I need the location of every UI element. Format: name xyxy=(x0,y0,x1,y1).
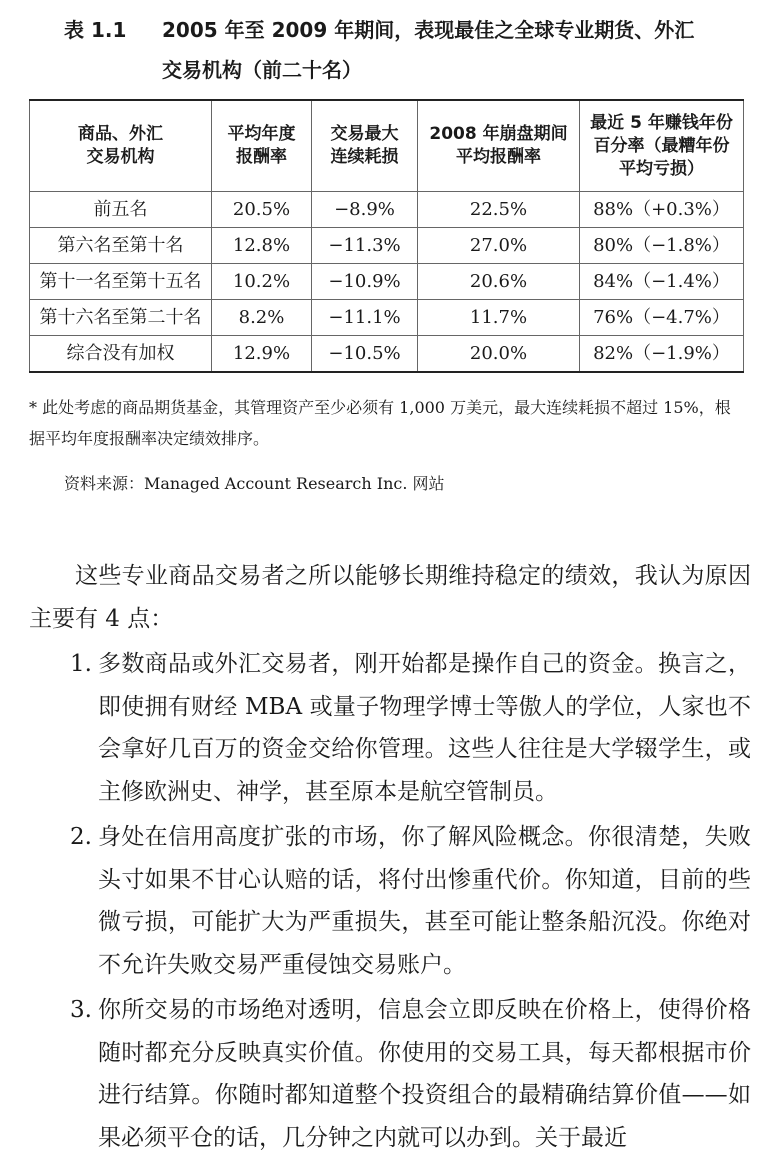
table-cell: −10.9% xyxy=(312,264,418,300)
table-row xyxy=(30,336,744,373)
table-cell: −11.3% xyxy=(312,228,418,264)
table-row xyxy=(30,264,744,300)
table-cell: 84%（−1.4%） xyxy=(580,264,744,300)
table-number: 表 1.1 xyxy=(64,18,127,42)
list-item xyxy=(29,643,751,813)
table-cell: −8.9% xyxy=(312,192,418,228)
source-line: 资料来源：Managed Account Research Inc. 网站 xyxy=(64,474,445,493)
table-cell: 第十一名至第十五名 xyxy=(30,264,212,300)
table-cell: 11.7% xyxy=(418,300,580,336)
table-row xyxy=(30,192,744,228)
table-cell: 8.2% xyxy=(212,300,312,336)
body-text xyxy=(29,555,751,1159)
table-cell: 第六名至第十名 xyxy=(30,228,212,264)
header-cell-2008-return: 2008 年崩盘期间 平均报酬率 xyxy=(418,100,580,192)
table-cell: 27.0% xyxy=(418,228,580,264)
table-cell: −10.5% xyxy=(312,336,418,373)
table-cell: 20.6% xyxy=(418,264,580,300)
list-item-text: 多数商品或外汇交易者，刚开始都是操作自己的资金。换言之，即使拥有财经 MBA 或量子物理学博士等傲人的学位，人家也不会拿好几百万的资金交给你管理。这些人往往是大学辍学生，或主修欧洲史、神学，甚至原本是航空管制员。 xyxy=(98,651,751,805)
table-cell: 前五名 xyxy=(30,192,212,228)
table-cell: −11.1% xyxy=(312,300,418,336)
lead-paragraph: 这些专业商品交易者之所以能够长期维持稳定的绩效，我认为原因主要有 4 点： xyxy=(29,563,751,632)
table-cell: 12.8% xyxy=(212,228,312,264)
table-footnote: * 此处考虑的商品期货基金，其管理资产至少必须有 1,000 万美元，最大连续耗损不超过 15%，根据平均年度报酬率决定绩效排序。 xyxy=(29,398,731,448)
table-cell: 12.9% xyxy=(212,336,312,373)
table-cell: 88%（+0.3%） xyxy=(580,192,744,228)
performance-table xyxy=(29,99,744,373)
table-caption xyxy=(64,10,744,90)
table-header-row xyxy=(30,100,744,192)
header-cell-profitable-years: 最近 5 年赚钱年份 百分率（最糟年份 平均亏损） xyxy=(580,100,744,192)
table-cell: 20.5% xyxy=(212,192,312,228)
list-item-number: 2. xyxy=(70,824,92,850)
table-cell: 综合没有加权 xyxy=(30,336,212,373)
table-row xyxy=(30,300,744,336)
table-cell: 10.2% xyxy=(212,264,312,300)
list-item-text: 你所交易的市场绝对透明，信息会立即反映在价格上，使得价格随时都充分反映真实价值。你使用的交易工具，每天都根据市价进行结算。你随时都知道整个投资组合的最精确结算价值——如果必须平仓的话，几分钟之内就可以办到。关于最近 xyxy=(98,997,751,1151)
header-cell-avg-return: 平均年度 报酬率 xyxy=(212,100,312,192)
table-cell: 82%（−1.9%） xyxy=(580,336,744,373)
list-item-number: 1. xyxy=(70,651,92,677)
header-cell-institution: 商品、外汇 交易机构 xyxy=(30,100,212,192)
list-item-number: 3. xyxy=(70,997,92,1023)
table-cell: 76%（−4.7%） xyxy=(580,300,744,336)
table-cell: 第十六名至第二十名 xyxy=(30,300,212,336)
caption-line-2: 交易机构（前二十名） xyxy=(162,58,362,82)
table-cell: 80%（−1.8%） xyxy=(580,228,744,264)
list-item xyxy=(29,816,751,986)
header-cell-max-drawdown: 交易最大 连续耗损 xyxy=(312,100,418,192)
table-row xyxy=(30,228,744,264)
table-cell: 20.0% xyxy=(418,336,580,373)
table-cell: 22.5% xyxy=(418,192,580,228)
list-item-text: 身处在信用高度扩张的市场，你了解风险概念。你很清楚，失败头寸如果不甘心认赔的话，将付出惨重代价。你知道，目前的些微亏损，可能扩大为严重损失，甚至可能让整条船沉没。你绝对不允许失败交易严重侵蚀交易账户。 xyxy=(98,824,751,978)
list-item xyxy=(29,989,751,1159)
caption-line-1: 2005 年至 2009 年期间，表现最佳之全球专业期货、外汇 xyxy=(162,18,695,42)
